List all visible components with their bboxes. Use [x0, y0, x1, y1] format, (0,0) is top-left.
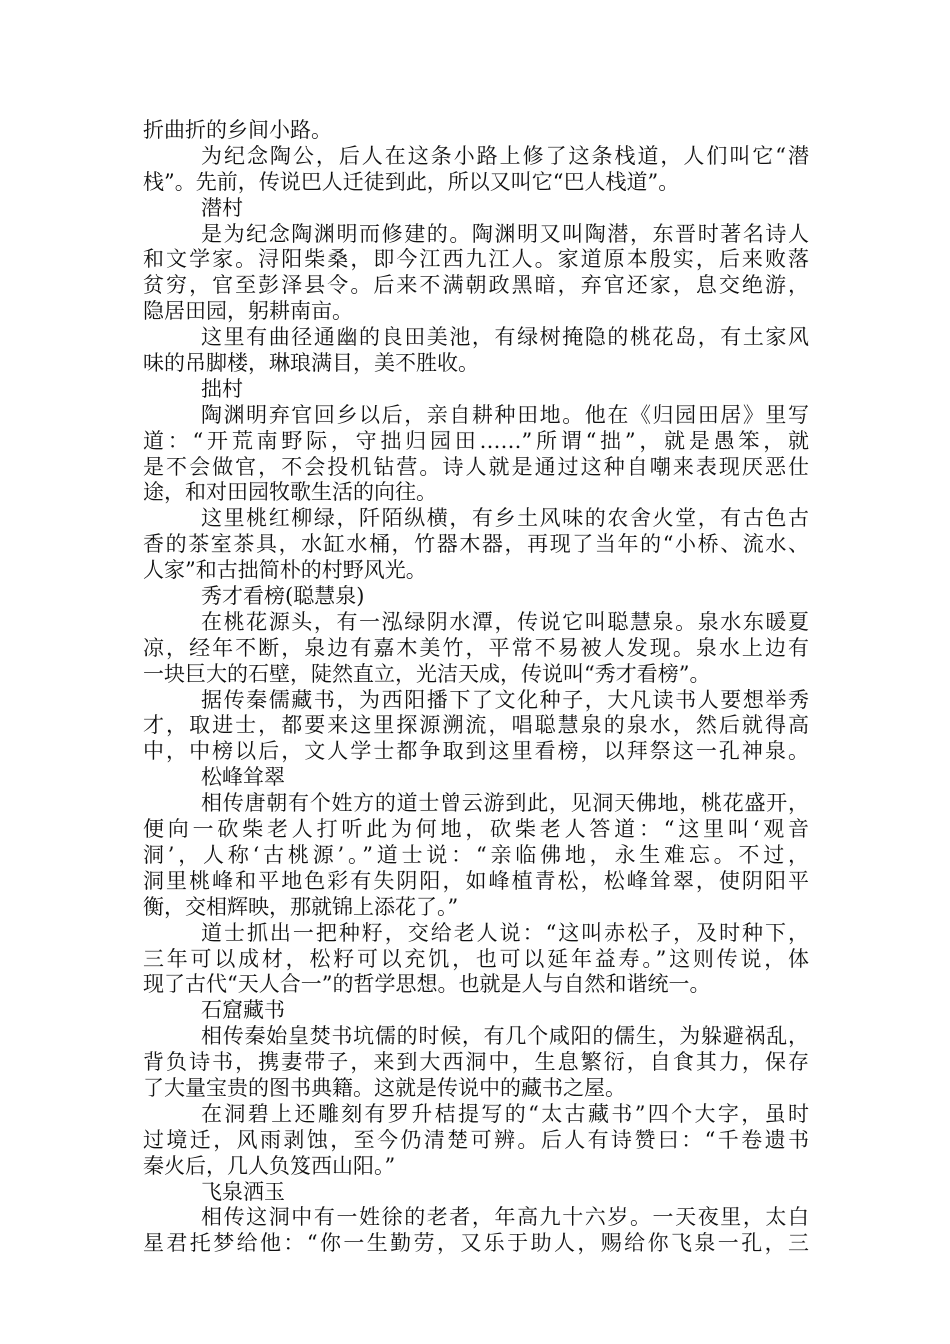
text-line: 味的吊脚楼，琳琅满目，美不胜收。	[143, 351, 479, 376]
text-line: 这里桃红柳绿，阡陌纵横，有乡土风味的农舍火堂，有古色古	[201, 506, 809, 531]
text-line: 洞里桃峰和平地色彩有失阴阳，如峰植青松，松峰耸翠，使阴阳平	[143, 868, 809, 893]
text-line: 才，取进士，都要来这里探源溯流，唱聪慧泉的泉水，然后就得高	[143, 713, 809, 738]
text-line: 香的茶室茶具，水缸水桶，竹器木器，再现了当年的“小桥、流水、	[143, 532, 809, 557]
text-line: 背负诗书，携妻带子，来到大西洞中，生息繁衍，自食其力，保存	[143, 1050, 809, 1075]
text-line: 据传秦儒藏书，为西阳播下了文化种子，大凡读书人要想举秀	[201, 687, 809, 712]
text-line: 这里有曲径通幽的良田美池，有绿树掩隐的桃花岛，有土家风	[201, 325, 809, 350]
text-line: 相传这洞中有一姓徐的老者，年高九十六岁。一天夜里，太白	[201, 1205, 809, 1230]
text-line: 了大量宝贵的图书典籍。这就是传说中的藏书之屋。	[143, 1075, 626, 1100]
text-line: 人家”和古拙简朴的村野风光。	[143, 558, 427, 583]
text-line: 便向一砍柴老人打听此为何地，砍柴老人答道：“这里叫‘观音	[143, 817, 809, 842]
text-line: 秦火后，几人负笈西山阳。”	[143, 1153, 396, 1178]
text-line: 道士抓出一把种籽，交给老人说：“这叫赤松子，及时种下，	[201, 920, 809, 945]
text-line: 相传唐朝有个姓方的道士曾云游到此，见洞天佛地，桃花盛开，	[201, 791, 809, 816]
document-page	[143, 118, 809, 1257]
text-line: 星君托梦给他：“你一生勤劳，又乐于助人，赐给你飞泉一孔，三	[143, 1231, 809, 1256]
text-line: 和文学家。浔阳柴桑，即今江西九江人。家道原本殷实，后来败落	[143, 247, 809, 272]
text-line: 相传秦始皇焚书坑儒的时候，有几个咸阳的儒生，为躲避祸乱，	[201, 1024, 809, 1049]
text-line: 陶渊明弃官回乡以后，亲自耕种田地。他在《归园田居》里写	[201, 402, 809, 427]
section-heading: 拙村	[201, 376, 243, 401]
text-line: 洞’，人称‘古桃源’。”道士说：“亲临佛地，永生难忘。不过，	[143, 842, 809, 867]
section-heading: 松峰耸翠	[201, 765, 285, 790]
text-line: 为纪念陶公，后人在这条小路上修了这条栈道，人们叫它“潜	[201, 143, 809, 168]
text-line: 是为纪念陶渊明而修建的。陶渊明又叫陶潜，东晋时著名诗人	[201, 221, 809, 246]
text-line: 衡，交相辉映，那就锦上添花了。”	[143, 894, 459, 919]
text-line: 隐居田园，躬耕南亩。	[143, 299, 353, 324]
text-line: 在桃花源头，有一泓绿阴水潭，传说它叫聪慧泉。泉水东暖夏	[201, 609, 809, 634]
text-line: 折曲折的乡间小路。	[143, 118, 332, 142]
text-line: 现了古代“天人合一”的哲学思想。也就是人与自然和谐统一。	[143, 972, 711, 997]
text-line: 中，中榜以后，文人学士都争取到这里看榜，以拜祭这一孔神泉。	[143, 739, 809, 764]
text-line: 是不会做官，不会投机钻营。诗人就是通过这种自嘲来表现厌恶仕	[143, 454, 809, 479]
text-line: 途，和对田园牧歌生活的向往。	[143, 480, 437, 505]
text-line: 栈”。先前，传说巴人迁徒到此，所以又叫它“巴人栈道”。	[143, 169, 680, 194]
text-line: 一块巨大的石壁，陡然直立，光洁天成，传说叫“秀才看榜”。	[143, 661, 711, 686]
text-line: 三年可以成材，松籽可以充饥，也可以延年益寿。”这则传说，体	[143, 946, 809, 971]
text-line: 凉，经年不断，泉边有嘉木美竹，平常不易被人发现。泉水上边有	[143, 635, 809, 660]
text-line: 贫穷，官至彭泽县令。后来不满朝政黑暗，弃官还家，息交绝游，	[143, 273, 809, 298]
text-line: 在洞碧上还雕刻有罗升桔提写的“太古藏书”四个大字，虽时	[201, 1101, 809, 1126]
text-line: 道：“开荒南野际，守拙归园田……”所谓“拙”，就是愚笨，就	[143, 428, 809, 453]
section-heading: 秀才看榜(聪慧泉)	[201, 584, 365, 609]
text-line: 过境迁，风雨剥蚀，至今仍清楚可辨。后人有诗赞曰：“千卷遗书	[143, 1127, 809, 1152]
section-heading: 潜村	[201, 195, 243, 220]
section-heading: 石窟藏书	[201, 998, 285, 1023]
section-heading: 飞泉洒玉	[201, 1179, 285, 1204]
